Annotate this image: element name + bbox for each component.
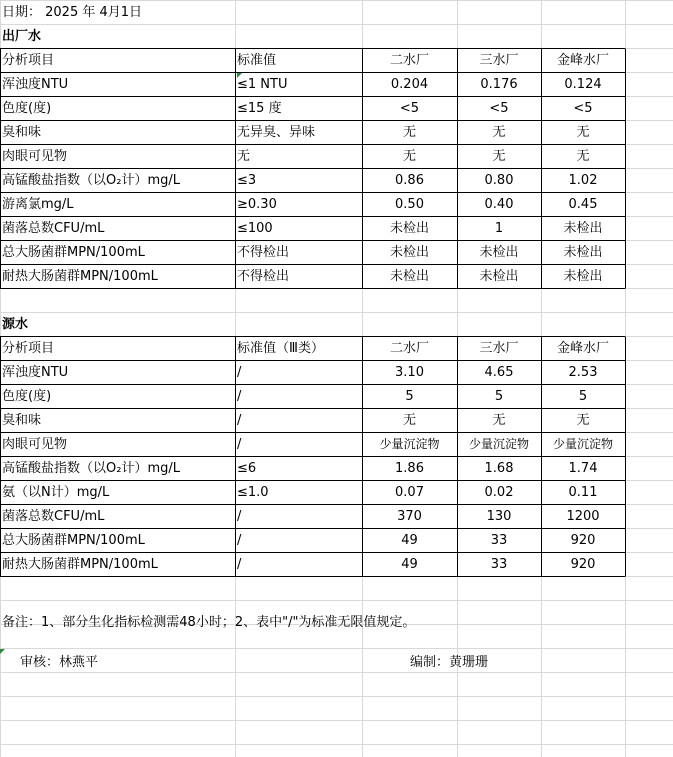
table-header-cell: 三水厂 [479, 341, 519, 356]
table-value: 0.40 [484, 197, 514, 212]
table-header-cell: 三水厂 [479, 53, 519, 68]
table-value: 0.11 [568, 485, 598, 500]
table-standard-value: / [237, 533, 242, 548]
table-value: 少量沉淀物 [468, 437, 529, 451]
table-standard-value: 不得检出 [237, 245, 290, 260]
table-value: 少量沉淀物 [552, 437, 613, 451]
table-value: 无 [576, 125, 590, 140]
table-value: 未检出 [563, 245, 603, 260]
table-value: <5 [399, 101, 420, 116]
table-item-name: 游离氯mg/L [2, 197, 74, 212]
table-value: 1.74 [568, 461, 598, 476]
reviewer: 审核：林燕平 [20, 655, 99, 670]
table-value: 0.50 [395, 197, 424, 212]
table-value: 0.80 [484, 173, 514, 188]
table-standard-value: ≤1.0 [237, 485, 269, 500]
table-standard-value: ≤6 [237, 461, 257, 476]
table-value: 无 [492, 125, 506, 140]
table-standard-value: / [237, 389, 242, 404]
table-value: 4.65 [484, 365, 514, 380]
cell-marker-icon [0, 649, 5, 654]
table-item-name: 氨（以N计）mg/L [2, 485, 110, 500]
section-title: 出厂水 [2, 29, 42, 44]
table-value: 无 [402, 413, 416, 428]
table-item-name: 浑浊度NTU [2, 77, 69, 92]
table-value: 未检出 [389, 269, 429, 284]
table-standard-value: ≤3 [237, 173, 257, 188]
table-value: 370 [397, 509, 422, 524]
table-value: 920 [570, 533, 596, 548]
table-value: 3.10 [395, 365, 424, 380]
table-header-cell: 分析项目 [2, 53, 55, 68]
table-standard-value: / [237, 557, 242, 572]
table-standard-value: / [237, 365, 242, 380]
table-item-name: 总大肠菌群MPN/100mL [2, 245, 145, 260]
editor: 编制：黄珊珊 [410, 655, 489, 670]
table-value: 1 [494, 221, 504, 236]
table-value: 0.86 [395, 173, 424, 188]
table-value: <5 [573, 101, 593, 116]
table-item-name: 耐热大肠菌群MPN/100mL [2, 557, 158, 572]
table-standard-value: / [237, 509, 242, 524]
table-value: 未检出 [479, 245, 519, 260]
table-value: 0.45 [568, 197, 598, 212]
table-item-name: 浑浊度NTU [2, 365, 69, 380]
table-value: 5 [494, 389, 504, 404]
table-standard-value: 不得检出 [237, 269, 290, 284]
table-value: 2.53 [568, 365, 598, 380]
table-item-name: 肉眼可见物 [2, 149, 68, 164]
table-item-name: 色度(度) [2, 389, 52, 404]
table-header-cell: 二水厂 [389, 53, 429, 68]
table-value: 1200 [566, 509, 600, 524]
table-header-cell: 金峰水厂 [556, 53, 609, 68]
table-value: 无 [492, 413, 506, 428]
table-value: 1.02 [568, 173, 598, 188]
table-value: 0.07 [395, 485, 424, 500]
table-value: 未检出 [563, 269, 603, 284]
table-value: 无 [402, 149, 416, 164]
table-value: 130 [486, 509, 512, 524]
table-value: 49 [401, 533, 418, 548]
table-item-name: 臭和味 [2, 413, 42, 428]
table-value: 无 [492, 149, 506, 164]
table-value: 未检出 [479, 269, 519, 284]
table-standard-value: / [237, 413, 242, 428]
table-value: 920 [570, 557, 596, 572]
table-standard-value: / [237, 437, 242, 452]
table-item-name: 高锰酸盐指数（以O₂计）mg/L [2, 461, 180, 476]
table-standard-value: 无 [237, 149, 251, 164]
table-item-name: 菌落总数CFU/mL [2, 509, 105, 524]
table-item-name: 臭和味 [2, 125, 42, 140]
table-value: 未检出 [389, 245, 429, 260]
table-value: 无 [576, 149, 590, 164]
table-header-cell: 金峰水厂 [556, 341, 609, 356]
table-value: 33 [490, 533, 508, 548]
table-value: 49 [401, 557, 418, 572]
cell-marker-icon [237, 73, 242, 78]
table-item-name: 高锰酸盐指数（以O₂计）mg/L [2, 173, 180, 188]
table-value: 0.124 [564, 77, 602, 92]
table-value: 无 [402, 125, 416, 140]
table-value: 未检出 [563, 221, 603, 236]
table-header-cell: 标准值（Ⅲ类） [237, 341, 324, 356]
table-value: 5 [578, 389, 588, 404]
table-item-name: 菌落总数CFU/mL [2, 221, 105, 236]
table-standard-value: ≤15 度 [237, 101, 282, 116]
table-value: 未检出 [389, 221, 429, 236]
table-standard-value: ≥0.30 [237, 197, 277, 212]
date-line: 日期： 2025 年 4月1日 [2, 5, 143, 20]
table-standard-value: ≤1 NTU [237, 77, 288, 92]
table-value: 1.68 [484, 461, 514, 476]
table-value: 无 [576, 413, 590, 428]
section-title: 源水 [2, 317, 29, 332]
table-value: 0.204 [390, 77, 429, 92]
table-item-name: 总大肠菌群MPN/100mL [2, 533, 145, 548]
table-value: 0.176 [480, 77, 518, 92]
table-value: 1.86 [395, 461, 424, 476]
footnote: 备注：1、部分生化指标检测需48小时；2、表中"/"为标准无限值规定。 [2, 615, 416, 630]
table-item-name: 耐热大肠菌群MPN/100mL [2, 269, 158, 284]
table-header-cell: 分析项目 [2, 341, 55, 356]
table-value: 0.02 [484, 485, 514, 500]
table-item-name: 色度(度) [2, 101, 52, 116]
table-value: 5 [405, 389, 414, 404]
table-value: 少量沉淀物 [379, 437, 440, 451]
table-header-cell: 二水厂 [389, 341, 429, 356]
table-item-name: 肉眼可见物 [2, 437, 68, 452]
table-value: <5 [489, 101, 509, 116]
table-value: 33 [490, 557, 508, 572]
table-standard-value: 无异臭、异味 [237, 125, 316, 140]
table-header-cell: 标准值 [237, 53, 277, 68]
table-standard-value: ≤100 [237, 221, 273, 236]
